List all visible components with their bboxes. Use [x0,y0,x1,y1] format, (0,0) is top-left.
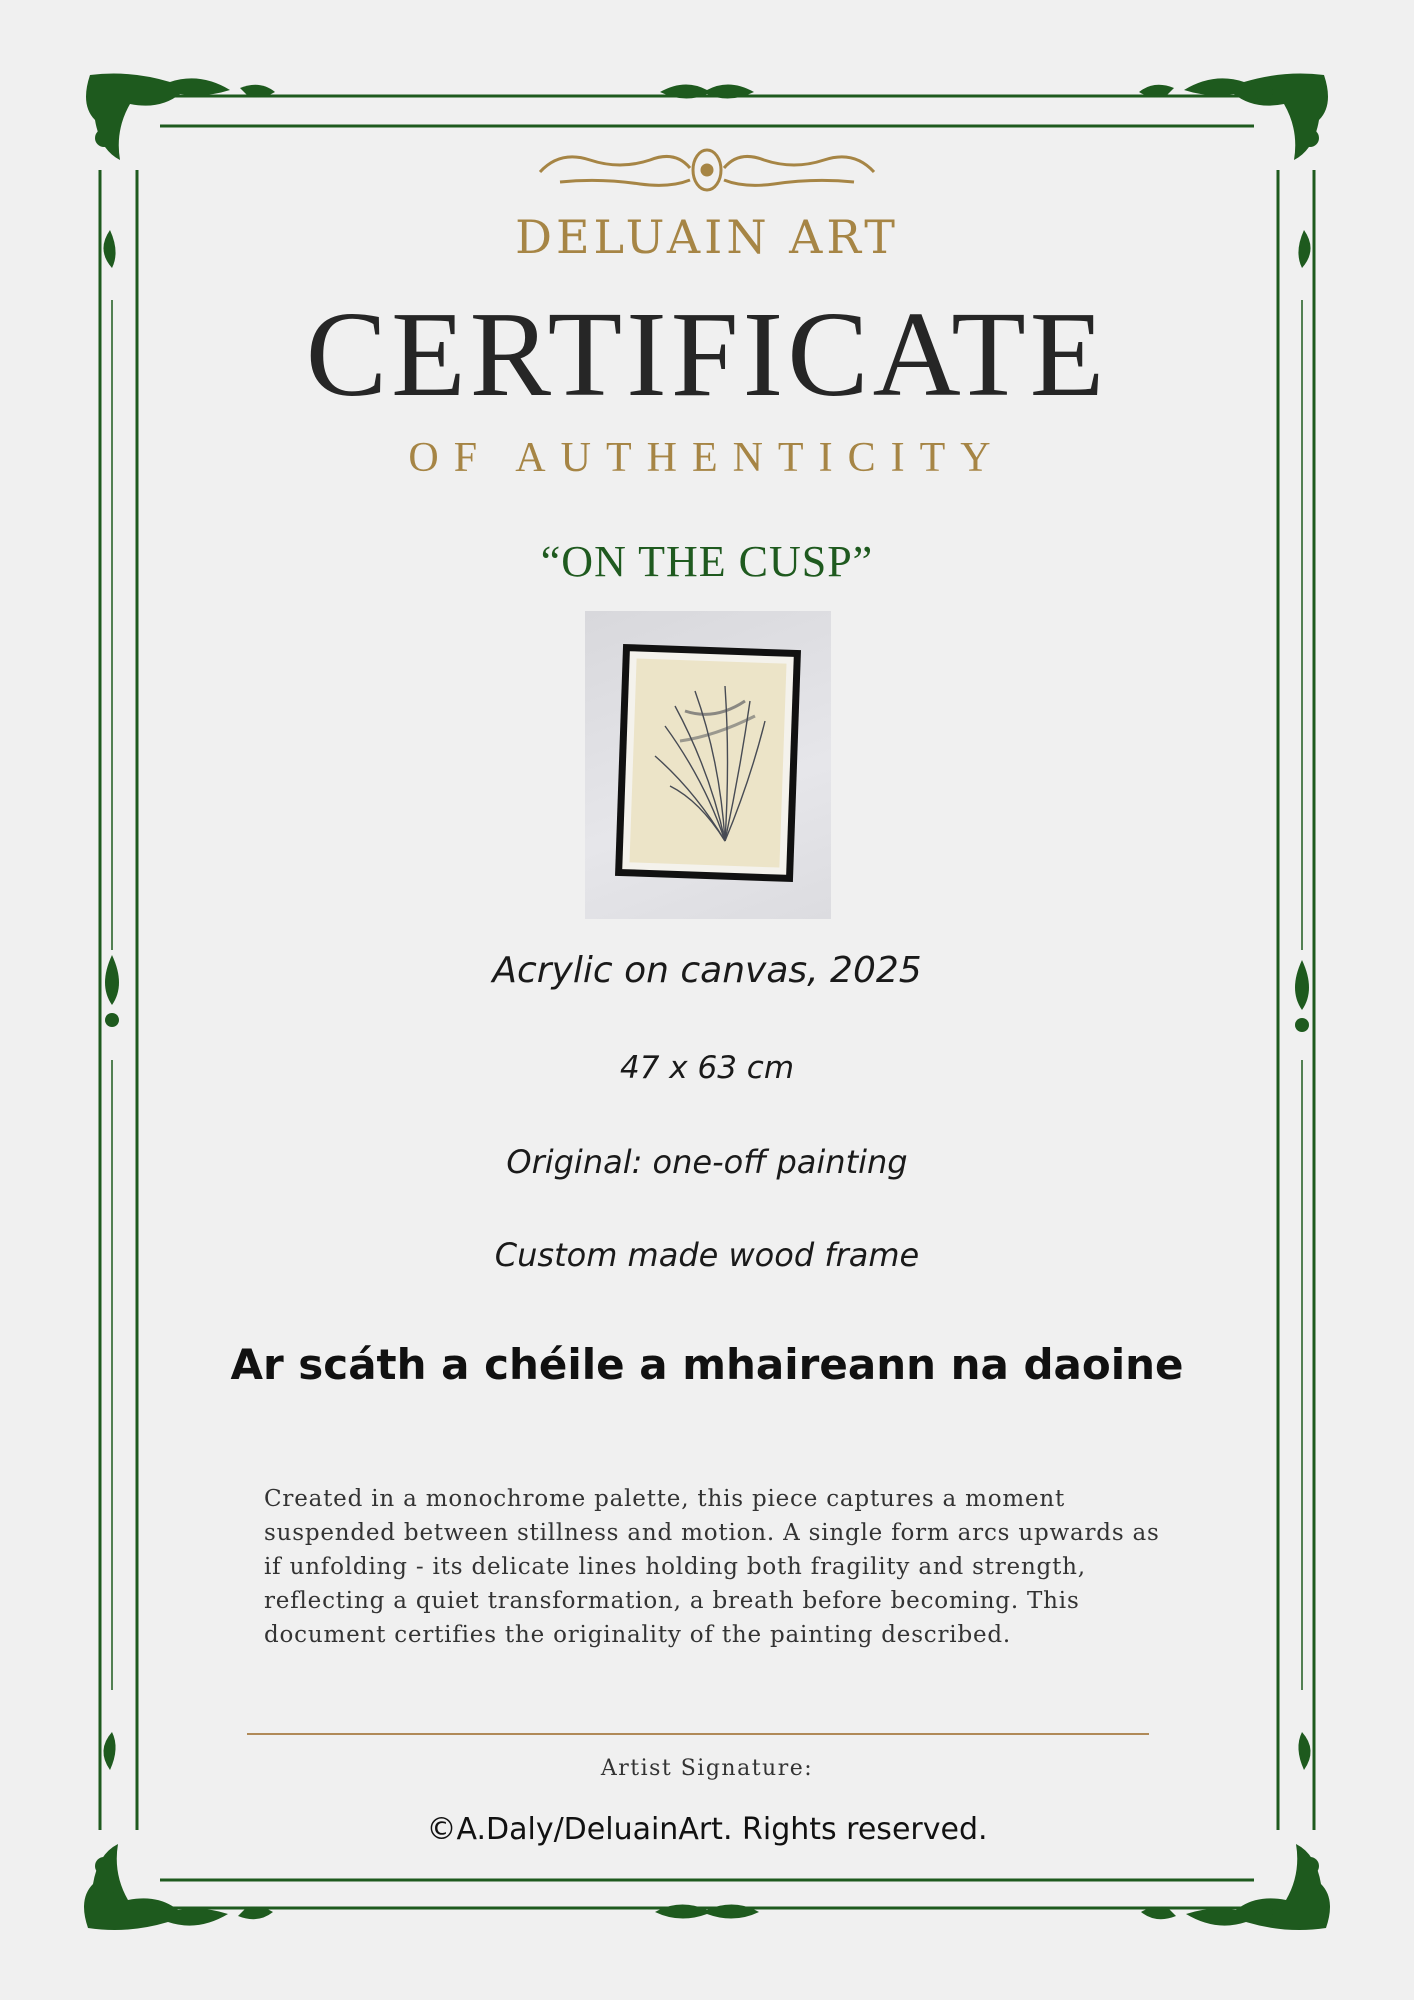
irish-motto: Ar scáth a chéile a mhaireann na daoine [230,1340,1184,1389]
artwork-dimensions: 47 x 63 cm [619,1050,795,1086]
gold-flourish [540,150,874,190]
artwork-frame: Custom made wood frame [494,1236,920,1274]
artwork-medium: Acrylic on canvas, 2025 [492,950,922,991]
artwork-edition: Original: one-off painting [506,1143,908,1181]
artwork-photo [585,611,831,919]
copyright-notice: ©A.Daly/DeluainArt. Rights reserved. [426,1812,988,1847]
certificate-title: CERTIFICATE [305,287,1109,422]
signature-line [247,1733,1149,1735]
artwork-title: “ON THE CUSP” [540,537,874,586]
brand-name: DELUAIN ART [515,210,899,264]
certificate-subtitle: OF AUTHENTICITY [408,435,1006,481]
artwork-description: Created in a monochrome palette, this piece captures a moment suspended between stillness and motion. A single form arcs upwards as if unfolding - its delicate lines holding both fragility and strength, reflecting a quiet transformation, a breath before becoming. This document certifies the originality of the painting described. [264,1486,1160,1648]
signature-label: Artist Signature: [600,1756,814,1781]
